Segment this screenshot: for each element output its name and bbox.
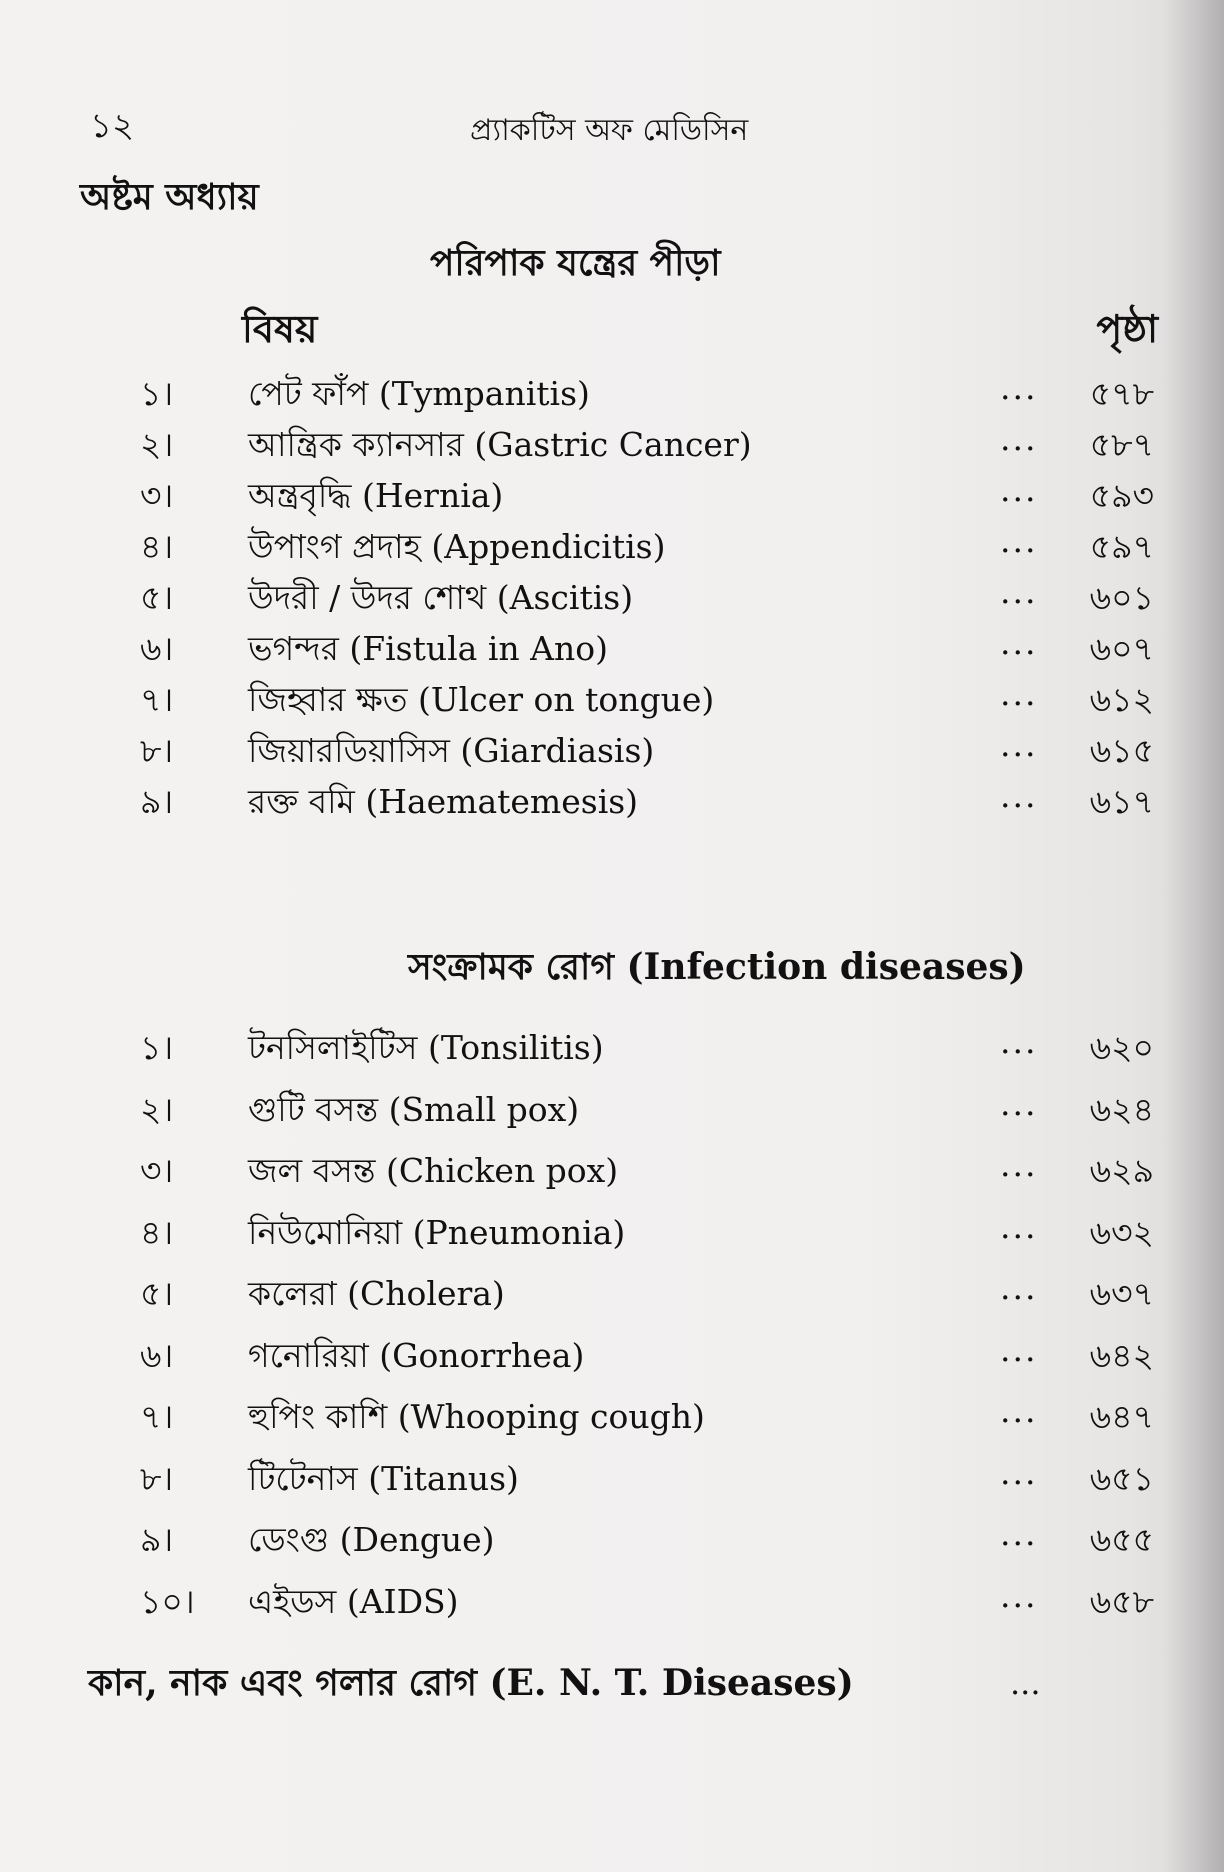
leader-dots: ... [1000,1514,1038,1553]
column-heading-subject: বিষয় [242,306,318,351]
toc-row [0,1576,1224,1628]
leader-dots: ... [1000,1206,1038,1246]
leader-dots: ... [1000,1022,1038,1061]
toc-row [0,1207,1224,1259]
toc-row-page: ৫৯৭ [1089,527,1154,566]
toc-row-number: ৬। [140,629,174,668]
toc-row-topic: ভগন্দর (Fistula in Ano) [248,629,608,668]
page-number: ১২ [90,106,135,146]
toc-row-topic: উপাংগ প্রদাহ (Appendicitis) [248,527,666,566]
toc-row-topic: রক্ত বমি (Haematemesis) [248,782,639,821]
column-heading-page: পৃষ্ঠা [1096,306,1158,351]
toc-row-topic: হুপিং কাশি (Whooping cough) [248,1397,705,1436]
toc-row-page: ৬২০ [1089,1028,1154,1067]
toc-row [0,521,1224,573]
toc-row [0,1453,1224,1505]
toc-row-number: ৯। [140,1520,174,1559]
toc-row-page: ৬২৪ [1089,1089,1154,1129]
leader-dots: ... [1000,725,1038,764]
section-title-ent: কান, নাক এবং গলার রোগ (E. N. T. Diseases) [88,1662,854,1704]
toc-row-page: ৬৫৫ [1089,1520,1154,1559]
toc-row-number: ৮। [140,1458,174,1498]
toc-row-topic: নিউমোনিয়া (Pneumonia) [248,1212,626,1252]
toc-row-number: ৪। [140,1212,174,1252]
toc-row [0,623,1224,675]
leader-dots: ... [1000,776,1038,815]
section-title-digestive: পরিপাক যন্ত্রের পীড়া [430,242,721,284]
toc-row [0,419,1224,471]
toc-row [0,776,1224,828]
leader-dots: ... [1000,1329,1038,1369]
leader-dots: ... [1000,1268,1038,1307]
toc-row-page: ৫৯৩ [1089,476,1154,515]
leader-dots: ... [1000,1391,1038,1430]
toc-row-topic: টনসিলাইটিস (Tonsilitis) [248,1028,604,1067]
toc-row-topic: গুটি বসন্ত (Small pox) [248,1089,580,1129]
toc-row-topic: টিটেনাস (Titanus) [248,1458,519,1498]
toc-row [0,1268,1224,1320]
toc-row-number: ১০। [140,1581,195,1621]
toc-row [0,572,1224,624]
toc-row-number: ৩। [140,476,174,515]
toc-row-topic: আন্ত্রিক ক্যানসার (Gastric Cancer) [248,425,752,464]
toc-row-page: ৬৪৭ [1089,1397,1154,1436]
toc-row-page: ৬৩২ [1089,1212,1154,1252]
toc-row-number: ২। [140,425,174,464]
page-header [90,100,1134,152]
toc-row [0,725,1224,777]
toc-row-page: ৬১২ [1089,680,1154,719]
leader-dots: ... [1000,368,1038,407]
leader-dots: ... [1000,1083,1038,1123]
toc-row-number: ৮। [140,731,174,770]
toc-row-number: ৭। [140,680,174,719]
toc-row-number: ৪। [140,527,174,566]
toc-row-page: ৬৫৮ [1089,1581,1154,1621]
toc-row-page: ৬২৯ [1089,1151,1154,1190]
toc-row [0,1022,1224,1074]
leader-dots: ... [1000,521,1038,560]
toc-row [0,1084,1224,1136]
toc-row-topic: অন্ত্রবৃদ্ধি (Hernia) [248,476,504,515]
toc-row-topic: পেট ফাঁপ (Tympanitis) [248,374,590,413]
leader-dots: ... [1000,572,1038,611]
toc-row-page: ৬১৭ [1089,782,1154,821]
toc-row [0,1145,1224,1197]
toc-row-page: ৬০৭ [1089,629,1154,668]
leader-dots: ... [1000,1575,1038,1615]
toc-row-number: ১। [140,374,174,413]
toc-row-number: ৭। [140,1397,174,1436]
toc-row-number: ৫। [140,1274,174,1313]
toc-row-page: ৬৪২ [1089,1335,1154,1375]
toc-row-number: ৯। [140,782,174,821]
toc-row-number: ৬। [140,1335,174,1375]
toc-row-page: ৫৮৭ [1089,425,1154,464]
section-title-infection: সংক্রামক রোগ (Infection diseases) [408,946,1026,988]
toc-row-number: ২। [140,1089,174,1129]
toc-row-number: ১। [140,1028,174,1067]
toc-row-topic: গনোরিয়া (Gonorrhea) [248,1335,585,1375]
toc-row-topic: এইডস (AIDS) [248,1581,459,1621]
toc-row-topic: ডেংগু (Dengue) [248,1520,495,1559]
toc-row-number: ৩। [140,1151,174,1190]
toc-row-page: ৫৭৮ [1089,374,1154,413]
leader-dots: ... [1000,419,1038,458]
toc-row [0,470,1224,522]
toc-row-page: ৬১৫ [1089,731,1154,770]
toc-row [0,1514,1224,1566]
leader-dots: ... [1000,623,1038,662]
leader-dots: ... [1010,1664,1041,1702]
toc-row-topic: জল বসন্ত (Chicken pox) [248,1151,619,1190]
toc-row-number: ৫। [140,578,174,617]
toc-row-page: ৬৫১ [1089,1458,1154,1498]
toc-row [0,1330,1224,1382]
toc-row [0,368,1224,420]
leader-dots: ... [1000,1452,1038,1492]
toc-row-page: ৬০১ [1089,578,1154,617]
toc-row-topic: কলেরা (Cholera) [248,1274,505,1313]
chapter-heading: অষ্টম অধ্যায় [80,176,259,218]
running-title: প্র্যাকটিস অফ মেডিসিন [470,113,749,148]
leader-dots: ... [1000,674,1038,713]
toc-row [0,1391,1224,1443]
leader-dots: ... [1000,470,1038,509]
leader-dots: ... [1000,1145,1038,1184]
toc-row-topic: জিয়ারডিয়াসিস (Giardiasis) [248,731,655,770]
toc-row-page: ৬৩৭ [1089,1274,1154,1313]
toc-row-topic: উদরী / উদর শোথ (Ascitis) [248,578,634,617]
toc-row-topic: জিহ্বার ক্ষত (Ulcer on tongue) [248,680,715,719]
toc-row [0,674,1224,726]
